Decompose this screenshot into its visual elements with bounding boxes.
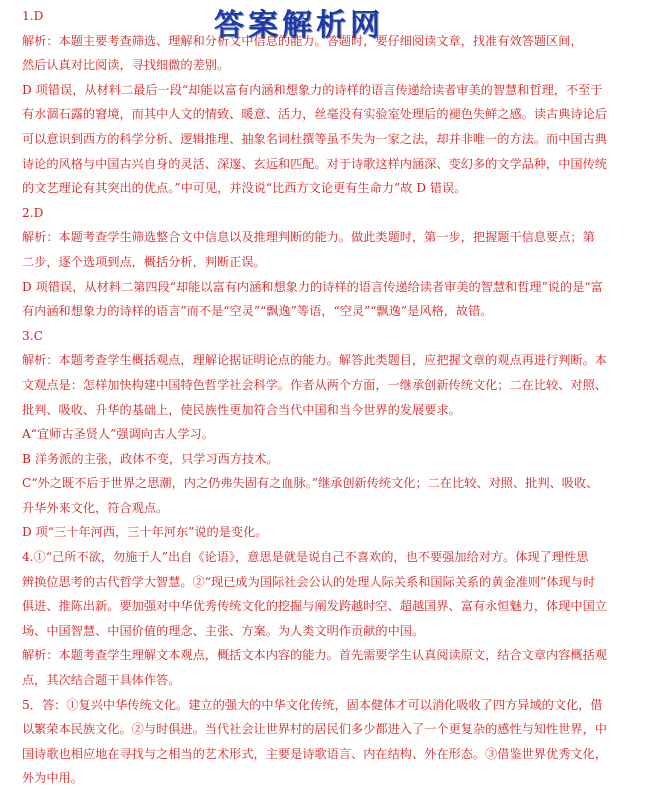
text-line: 然后认真对比阅读，寻找细微的差别。 <box>22 58 230 73</box>
text-line: 2.D <box>22 205 44 220</box>
text-line: D 项错误，从材料二第四段“却能以富有内涵和想象力的诗样的语言传递给读者审美的智慧和哲理”说的是“富 <box>22 279 603 294</box>
text-line: 批判、吸收、升华的基础上，使民族性更加符合当代中国和当今世界的发展要求。 <box>22 402 461 417</box>
text-line: 国诗歌也相应地在寻找与之相当的艺术形式，主要是诗歌语言、内在结构、外在形态。③借鉴世界优秀文化， <box>22 746 607 761</box>
text-line: 有内涵和想象力的诗样的语言”而不是“空灵”“飘逸”等语，“空灵”“飘逸”是风格，故错。 <box>22 304 493 319</box>
text-line: 外为中用。 <box>22 771 83 786</box>
text-line: 点，其次结合题干具体作答。 <box>22 673 181 688</box>
text-line: 辨换位思考的古代哲学大智慧。②“现已成为国际社会公认的处理人际关系和国际关系的黄金准则”体现与时 <box>22 574 596 589</box>
text-line: 可以意识到西方的科学分析、逻辑推理、抽象名词杜撰等虽不失为一家之法，却并非唯一的方法。而中国古典 <box>22 131 607 146</box>
answer-document <box>22 4 650 791</box>
text-line: 场、中国智慧、中国价值的理念、主张、方案。为人类文明作贡献的中国。 <box>22 623 425 638</box>
text-line: 解析：本题考查学生概括观点，理解论据证明论点的能力。解答此类题目，应把握文章的观点再进行判断。本 <box>22 353 607 368</box>
text-line: 升华外来文化，符合观点。 <box>22 500 169 515</box>
text-line: C“外之既不后于世界之思潮，内之仍弗失固有之血脉。”继承创新传统文化；二在比较、对照、批判、吸收、 <box>22 476 599 491</box>
text-line: D 项“三十年河西，三十年河东”说的是变化。 <box>22 525 268 540</box>
text-line: D 项错误，从材料二最后一段“却能以富有内涵和想象力的诗样的语言传递给读者审美的智慧和哲理，不至于 <box>22 82 603 97</box>
text-line: A“宜师古圣贤人”强调向古人学习。 <box>22 427 214 442</box>
text-line: 4.①“己所不欲，勿施于人”出自《论语》，意思是就是说自己不喜欢的，也不要强加给对方。体现了理性思 <box>22 550 589 565</box>
text-line: 的文艺理论有其突出的优点。”中可见，并没说“比西方文论更有生命力”故 D 错误。 <box>22 181 467 196</box>
text-line: 以繁荣本民族文化。②与时俱进。当代社会让世界村的居民们多少都进入了一个更复杂的感性与知性世界，中 <box>22 722 607 737</box>
text-line: 3.C <box>22 328 43 343</box>
text-line: 解析：本题主要考查筛选、理解和分析文中信息的能力。答题时，要仔细阅读文章，找准有效答题区间， <box>22 33 583 48</box>
text-line: 解析：本题考查学生理解文本观点，概括文本内容的能力。首先需要学生认真阅读原文，结合文章内容概括观 <box>22 648 607 663</box>
text-line: 文观点是：怎样加快构建中国特色哲学社会科学。作者从两个方面，一继承创新传统文化；二在比较、对照、 <box>22 377 607 392</box>
watermark-logo: 答案解析网 <box>214 8 384 43</box>
text-line: 俱进、推陈出新。要加强对中华优秀传统文化的挖掘与阐发跨越时空、超越国界、富有永恒魅力，体现中国立 <box>22 599 607 614</box>
text-line: 5．答：①复兴中华传统文化。建立的强大的中华文化传统，固本健体才可以消化吸收了四方异域的文化，借 <box>22 697 603 712</box>
text-line: 1.D <box>22 9 44 23</box>
text-line: 二步，逐个选项到点，概括分析，判断正误。 <box>22 254 266 269</box>
text-line: 诗论的风格与中国古兴自身的灵活、深邃、玄远和匹配。对于诗歌这样内涵深、变幻多的文学品种，中国传统 <box>22 156 607 171</box>
text-line: 有水涸石露的窘境，而其中人文的情致、暖意、活力，丝毫没有实验室处理后的褪色失鲜之感。读古典诗论后 <box>22 107 607 122</box>
text-line: 解析：本题考查学生筛选整合文中信息以及推理判断的能力。做此类题时，第一步，把握题干信息要点；第 <box>22 230 595 245</box>
text-line: B 洋务派的主张，政体不变，只学习西方技术。 <box>22 451 279 466</box>
